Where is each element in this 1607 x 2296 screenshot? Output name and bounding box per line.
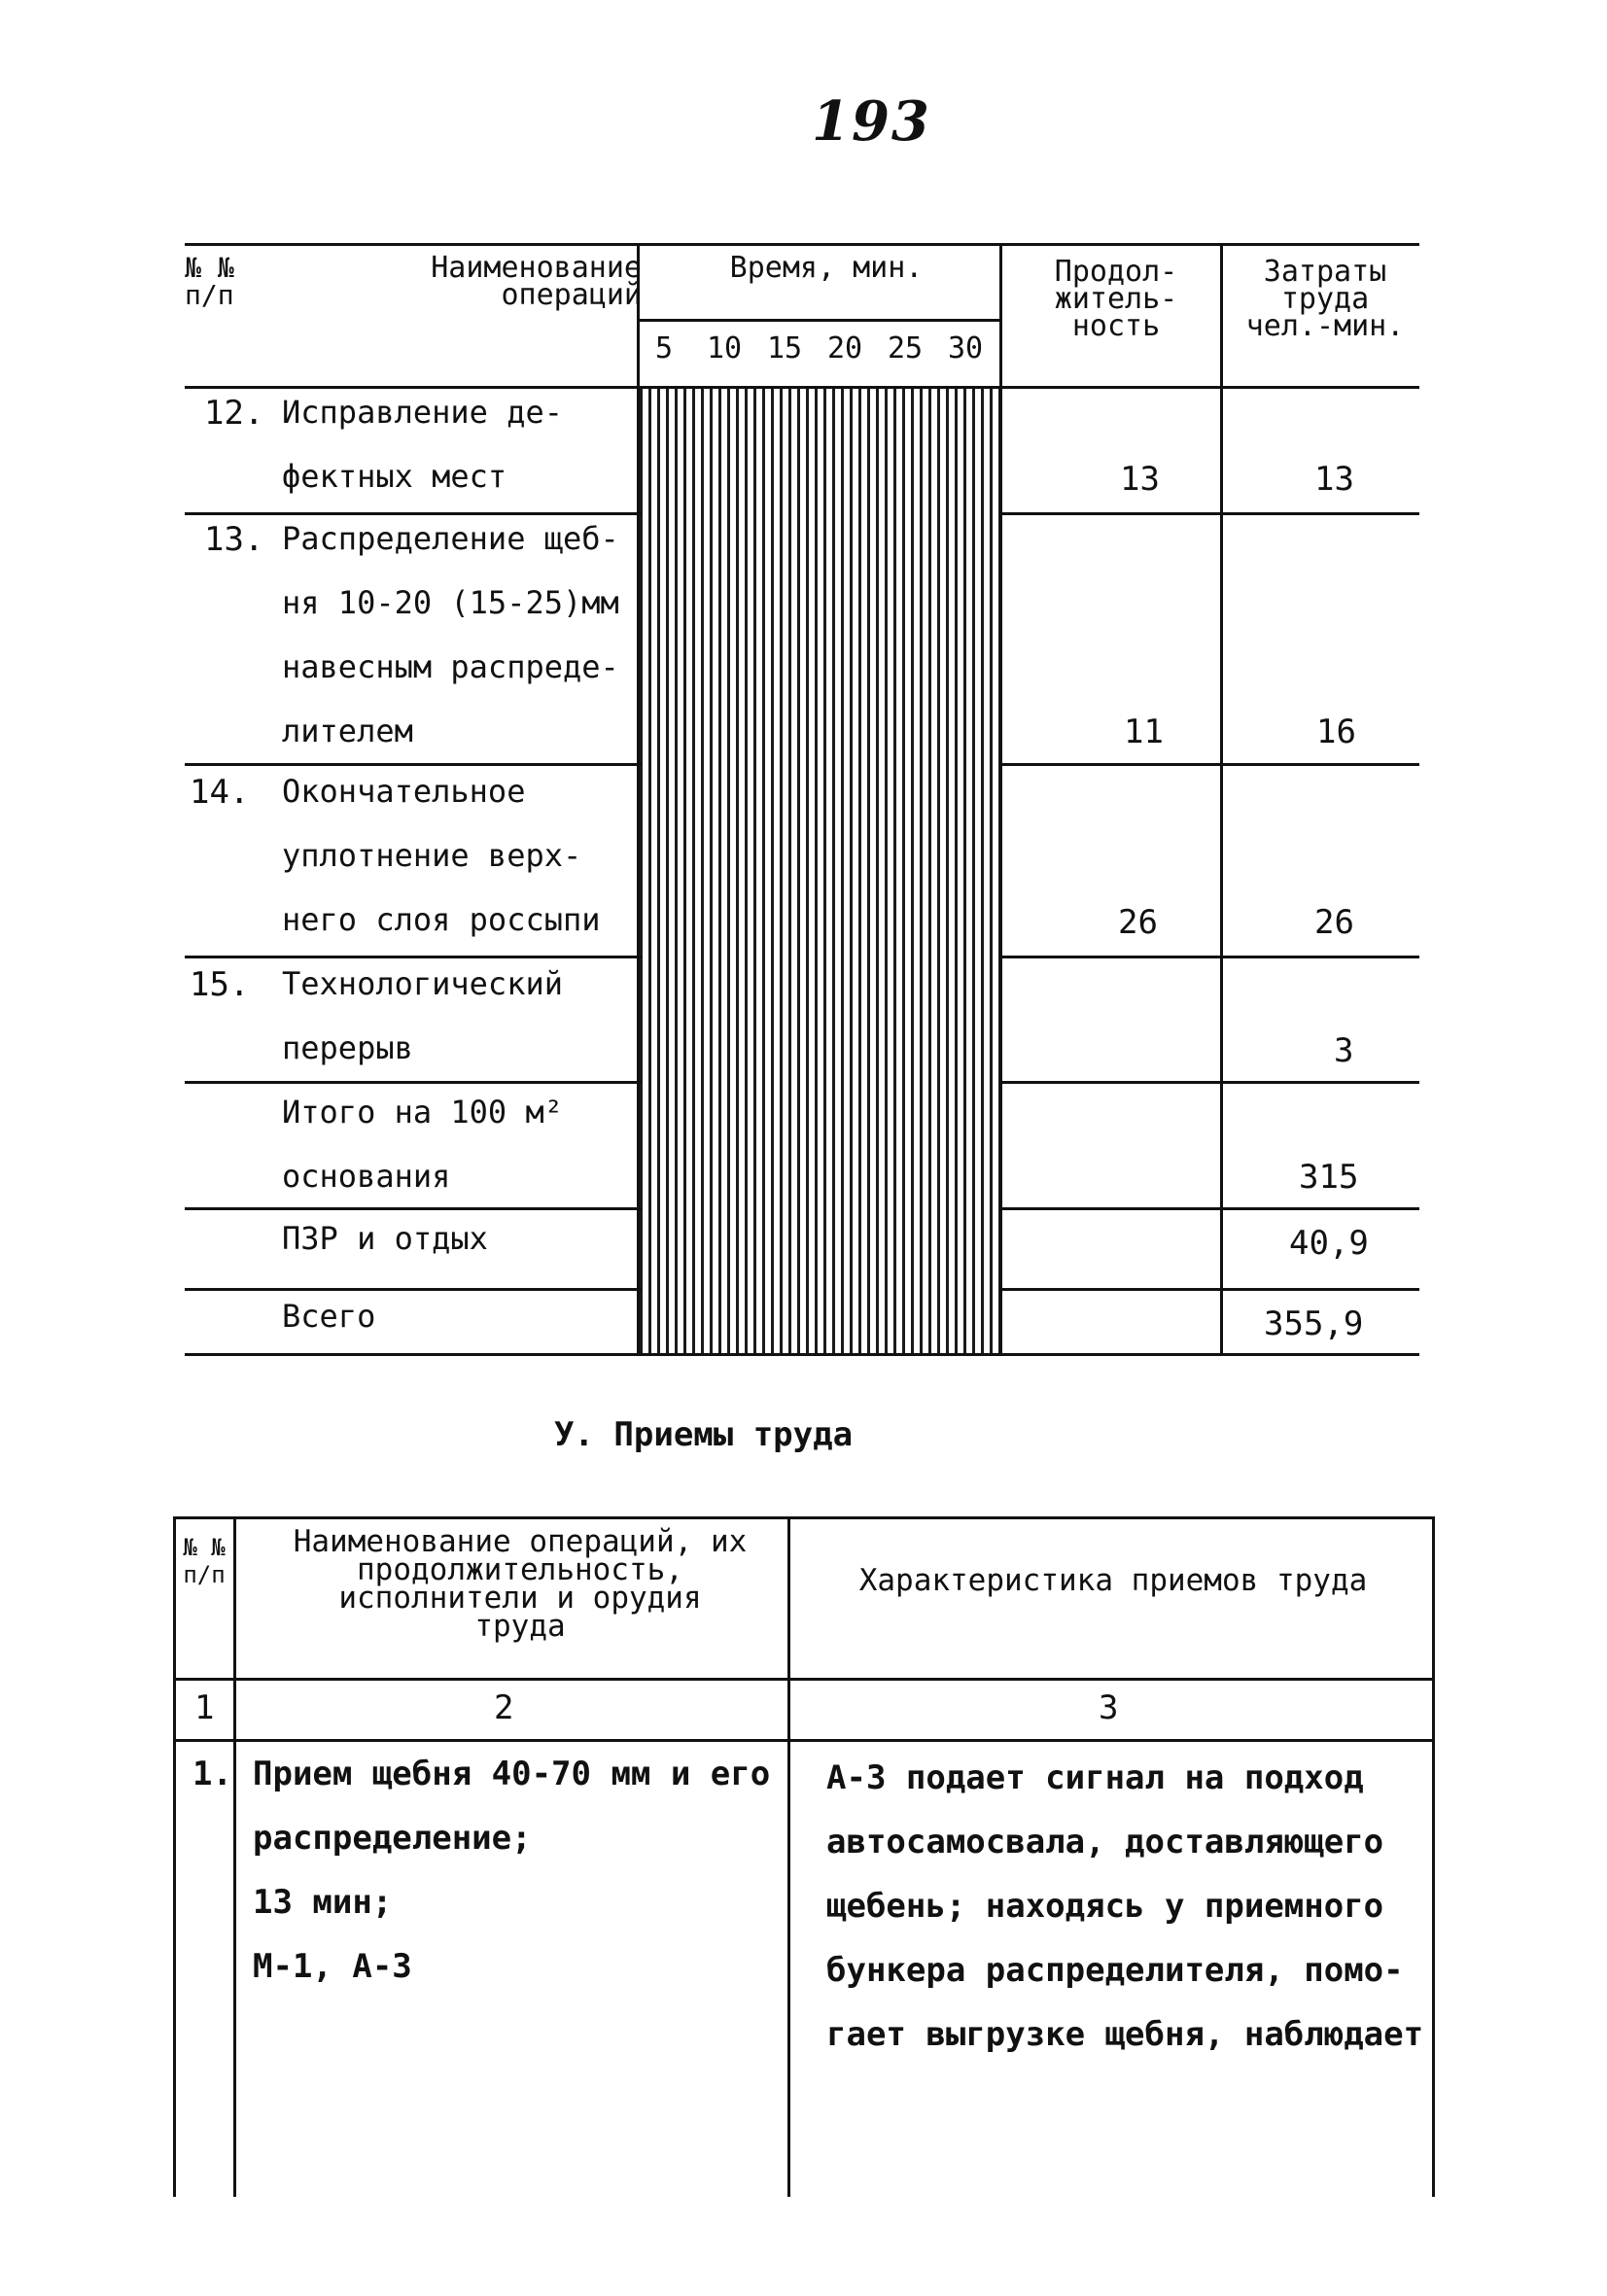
table1-bottom-rule [185,1353,1419,1356]
duration-value: 26 [1118,903,1158,942]
table2-top-rule [175,1516,1434,1519]
page-number: 193 [812,89,931,154]
table2-header-desc: Характеристика приемов труда [858,1563,1368,1598]
table1-row-rule [185,512,642,515]
time-tick: 5 [640,334,688,364]
table1-col-rule [1220,243,1223,1356]
table1-header-labor: Затраты труда чел.-мин. [1245,255,1405,343]
method-line: А-3 подает сигнал на подход [826,1758,1364,1797]
table1-row-rule [185,956,642,958]
table2-header-num: № № п/п [183,1534,226,1588]
operation-name-line: лителем [282,713,413,749]
table2-col-rule [233,1516,236,2197]
operation-name-line: Технологический [282,965,563,1002]
table1-row-rule [1001,1081,1419,1084]
time-tick: 30 [941,334,990,364]
table1-row-rule [185,763,642,766]
operation-name-line: ня 10-20 (15-25)мм [282,584,619,621]
operation-name-line: него слоя россыпи [282,901,601,938]
table1-header-time: Время, мин. [729,251,924,285]
operation-name-line: навесным распреде- [282,648,619,685]
total-label-line: Всего [282,1298,376,1335]
operation-line: 13 мин; [253,1883,393,1922]
table1-col-rule [999,243,1002,1356]
row-number: 15. [190,965,250,1004]
row-number: 13. [204,520,264,559]
table1-header-num: № № п/п [185,252,234,311]
column-number: 2 [494,1688,514,1727]
labor-value: 13 [1314,460,1354,499]
labor-value: 3 [1334,1031,1354,1070]
total-label-line: основания [282,1158,451,1195]
operation-name-line: Окончательное [282,773,526,810]
operation-name-line: Распределение щеб- [282,520,619,557]
method-line: бункера распределителя, помо- [826,1951,1404,1990]
table1-row-rule [1001,956,1419,958]
time-tick: 20 [821,334,869,364]
row-number: 14. [190,773,250,812]
section-title: У. Приемы труда [554,1415,854,1454]
operation-name-line: Исправление де- [282,394,563,431]
table1-row-rule [185,1207,642,1210]
table2-left-border [173,1516,176,2197]
table1-row-rule [1001,763,1419,766]
table1-header-duration: Продол- житель- ность [1054,255,1178,343]
table1-time-subrule [640,319,1001,322]
operation-line: М-1, А-3 [253,1947,412,1986]
table1-row-rule [1001,512,1419,515]
total-label-line: Итого на 100 м² [282,1094,563,1131]
time-chart-stripes [640,387,1001,1355]
table2-header-name: Наименование операций, их продолжительность, исполнители и орудия труда [293,1524,748,1644]
table1-row-rule [185,1081,642,1084]
table1-row-rule [1001,1207,1419,1210]
method-line: гает выгрузке щебня, наблюдает [826,2015,1424,2054]
operation-name-line: фектных мест [282,458,507,495]
table2-header-rule [175,1678,1434,1681]
table2-right-border [1432,1516,1435,2197]
operation-name-line: уплотнение верх- [282,837,582,874]
operation-name-line: перерыв [282,1029,413,1066]
column-number: 1 [194,1688,215,1727]
table1-header-rule [185,386,1419,389]
labor-value: 26 [1314,903,1354,942]
table1-header-name: Наименование операций [431,251,642,312]
time-tick: 25 [881,334,929,364]
table1-row-rule [1001,1288,1419,1291]
duration-value: 13 [1120,460,1160,499]
method-line: щебень; находясь у приемного [826,1887,1384,1926]
time-tick: 15 [760,334,809,364]
table2-colnum-rule [175,1739,1434,1742]
table1-col-rule [637,243,640,1356]
duration-value: 11 [1124,713,1164,751]
total-labor-value: 315 [1299,1158,1359,1197]
operation-line: Прием щебня 40-70 мм и его [253,1755,771,1793]
table1-top-rule [185,243,1419,246]
total-labor-value: 40,9 [1289,1224,1369,1263]
column-number: 3 [1099,1688,1119,1727]
total-labor-value: 355,9 [1264,1305,1364,1343]
row-number: 12. [204,394,264,433]
row-number: 1. [192,1755,232,1793]
table1-row-rule [185,1288,642,1291]
labor-value: 16 [1316,713,1356,751]
operation-line: распределение; [253,1819,532,1858]
total-label-line: ПЗР и отдых [282,1220,488,1257]
method-line: автосамосвала, доставляющего [826,1823,1384,1861]
table2-col-rule [787,1516,790,2197]
time-tick: 10 [700,334,749,364]
